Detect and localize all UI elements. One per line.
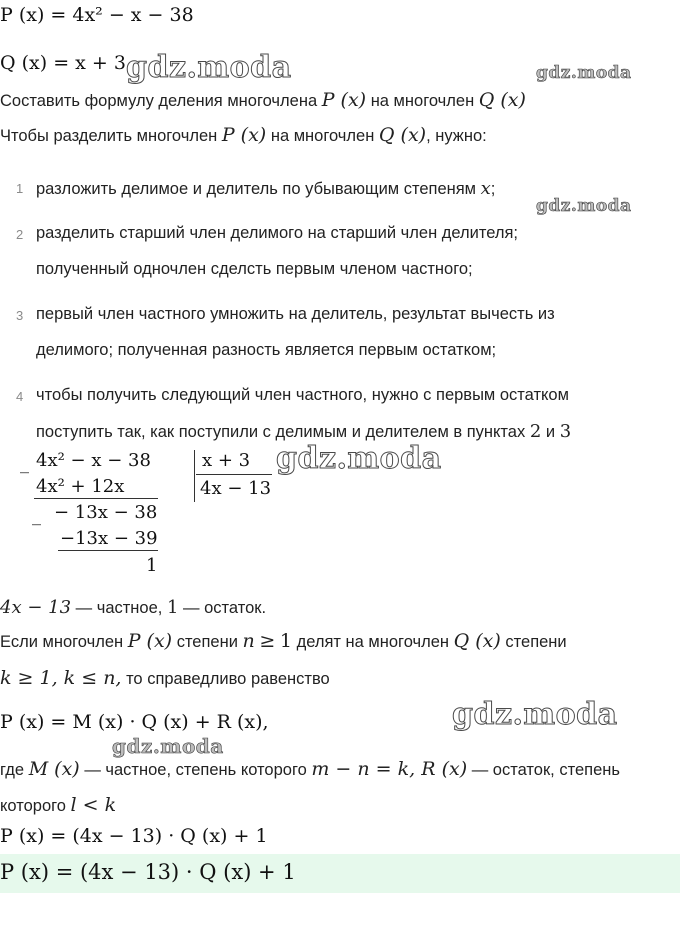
divisor: x + 3 — [202, 450, 251, 471]
remainder-value: 1 — [166, 597, 179, 618]
given-p: P (x) = 4x² − x − 38 — [0, 4, 194, 26]
task-q: Q (x) — [478, 89, 526, 111]
intro-p: P (x) — [221, 124, 267, 146]
step-math: x — [480, 178, 491, 199]
final-answer: P (x) = (4x − 13) · Q (x) + 1 — [0, 860, 296, 884]
explain-m: M (x) — [28, 758, 80, 780]
step-text: чтобы получить следующий член частного, нужно с первым остатком — [36, 386, 569, 404]
subtrahend-1: 4x² + 12x — [36, 476, 125, 497]
step-text: разложить делимое и делитель по убывающим степеням — [36, 180, 477, 198]
step-text: поступить так, как поступили с делимым и делителем в пунктах — [36, 423, 526, 441]
quotient-value: 4x − 13 — [0, 597, 72, 618]
watermark-logo: gdz.moda — [276, 441, 442, 476]
theorem-text: делят на многочлен — [296, 633, 450, 651]
division-rule — [34, 498, 158, 499]
step-text: делимого; полученная разность является первым остатком; — [36, 341, 497, 359]
theorem-n: n — [242, 630, 255, 652]
intro-post: , нужно: — [426, 127, 487, 145]
step-text: разделить старший член делимого на старший член делителя; — [36, 224, 519, 242]
watermark-logo: gdz.moda — [126, 50, 292, 85]
theorem-cond: k ≥ 1, k ≤ n, — [0, 667, 122, 689]
intro-line — [0, 124, 487, 146]
theorem-line-1 — [0, 630, 567, 652]
divisor-rule — [196, 474, 272, 475]
watermark-logo: gdz.moda — [536, 63, 632, 83]
step-math: 2 — [529, 421, 542, 442]
theorem-text: степени — [176, 633, 238, 651]
explain-text: — частное, степень которого — [84, 761, 307, 779]
explain-text: которого — [0, 797, 66, 815]
step-text: первый член частного умножить на делитель, результат вычесть из — [36, 305, 555, 323]
answer-line: P (x) = (4x − 13) · Q (x) + 1 — [0, 825, 268, 847]
intro-q: Q (x) — [378, 124, 427, 146]
step-4-line — [36, 421, 571, 442]
watermark-logo: gdz.moda — [452, 697, 618, 732]
theorem-text: Если многочлен — [0, 633, 124, 651]
task-p: P (x) — [321, 89, 367, 111]
explain-text: где — [0, 761, 25, 779]
step-number: 2 — [16, 227, 24, 242]
step-math: 3 — [559, 421, 572, 442]
result-text: — частное, — [75, 599, 163, 617]
step-1-line — [36, 178, 495, 199]
division-rule — [58, 550, 158, 551]
remainder-1: − 13x − 38 — [54, 502, 158, 523]
theorem-one: 1 — [279, 630, 292, 652]
theorem-text: то справедливо равенство — [126, 670, 330, 688]
explain-line-2 — [0, 794, 116, 816]
watermark-logo: gdz.moda — [112, 734, 224, 758]
result-line — [0, 597, 266, 618]
theorem-ge: ≥ — [259, 630, 276, 652]
step-number: 4 — [16, 389, 24, 404]
step-text: и — [545, 423, 556, 441]
explain-cond: l < k — [70, 794, 117, 816]
task-text: Составить формулу деления многочлена — [0, 92, 318, 110]
explain-text: — остаток, степень — [471, 761, 620, 779]
task-mid: на многочлен — [370, 92, 475, 110]
step-text: полученный одночлен сделсть первым членом частного; — [36, 260, 473, 278]
quotient: 4x − 13 — [200, 478, 272, 499]
watermark-logo: gdz.moda — [536, 196, 632, 216]
explain-line-1 — [0, 758, 620, 780]
theorem-text: степени — [505, 633, 567, 651]
theorem-q: Q (x) — [453, 630, 501, 652]
step-number: 1 — [16, 181, 24, 196]
explain-eq: m − n = k, R (x) — [311, 758, 468, 780]
theorem-line-2 — [0, 667, 330, 689]
intro-text: Чтобы разделить многочлен — [0, 127, 218, 145]
final-remainder: 1 — [146, 555, 158, 576]
step-tail: ; — [490, 180, 496, 198]
given-q: Q (x) = x + 3 — [0, 52, 126, 74]
theorem-p: P (x) — [127, 630, 173, 652]
intro-mid: на многочлен — [270, 127, 375, 145]
minus-sign: _ — [20, 453, 29, 474]
subtrahend-2: −13x − 39 — [60, 528, 158, 549]
divisor-bar — [194, 450, 195, 502]
division-formula: P (x) = M (x) · Q (x) + R (x), — [0, 711, 269, 733]
minus-sign: _ — [32, 505, 41, 526]
step-number: 3 — [16, 308, 24, 323]
dividend: 4x² − x − 38 — [36, 450, 151, 471]
task-line — [0, 89, 526, 111]
result-text: — остаток. — [183, 599, 267, 617]
